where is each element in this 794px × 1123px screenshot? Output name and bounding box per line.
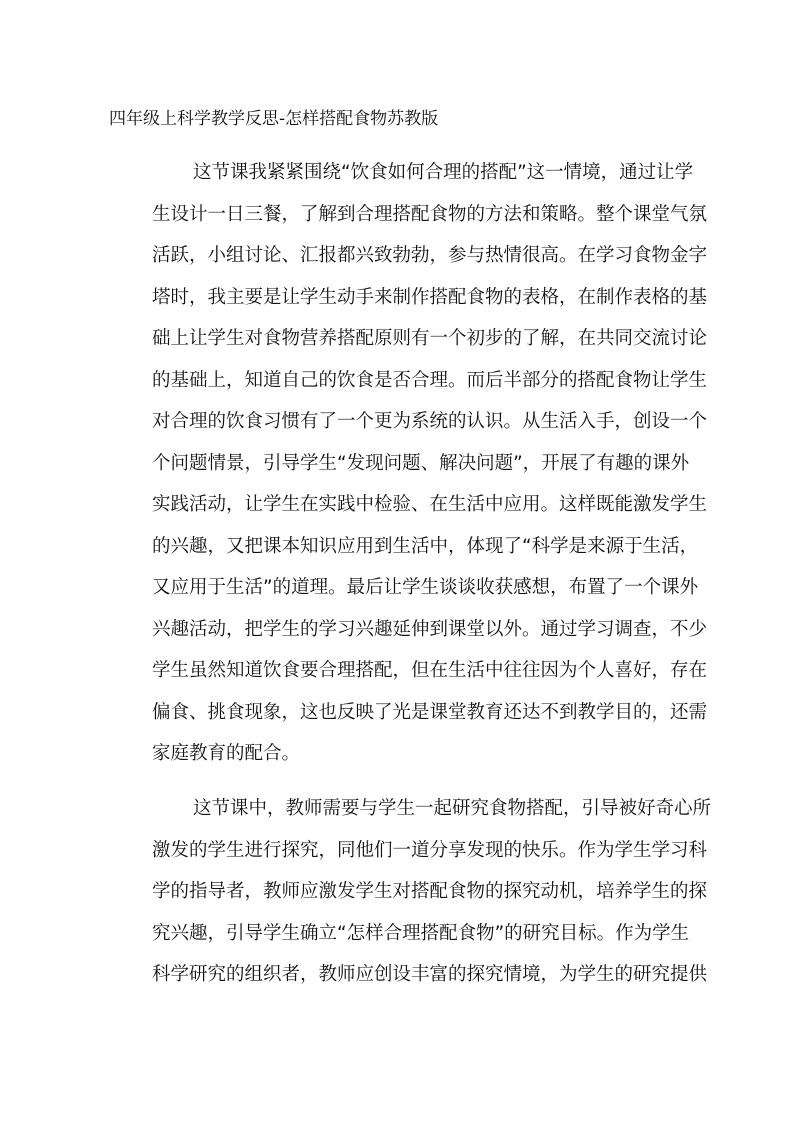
paragraph-line: 科学研究的组织者，教师应创设丰富的探究情境，为学生的研究提供 — [152, 964, 708, 985]
paragraph-line: 学生虽然知道饮食要合理搭配，但在生活中往往因为个人喜好，存在 — [152, 660, 708, 681]
paragraph-line: 又应用于生活”的道理。最后让学生谈谈收获感想，布置了一个课外 — [152, 577, 699, 598]
paragraph-line: 活跃，小组讨论、汇报都兴致勃勃，参与热情很高。在学习食物金字 — [152, 245, 708, 266]
paragraph-line: 的基础上，知道自己的饮食是否合理。而后半部分的搭配食物让学生 — [152, 370, 708, 391]
paragraph-line: 对合理的饮食习惯有了一个更为系统的认识。从生活入手，创设一个 — [152, 411, 708, 432]
paragraph-line: 兴趣活动，把学生的学习兴趣延伸到课堂以外。通过学习调查，不少 — [152, 619, 708, 640]
paragraph-line: 学的指导者，教师应激发学生对搭配食物的探究动机，培养学生的探 — [152, 881, 708, 902]
document-title: 四年级上科学教学反思-怎样搭配食物苏教版 — [109, 109, 439, 129]
paragraph-line: 实践活动，让学生在实践中检验、在生活中应用。这样既能激发学生 — [152, 494, 708, 515]
paragraph-line: 生设计一日三餐，了解到合理搭配食物的方法和策略。整个课堂气氛 — [152, 204, 708, 225]
paragraph-line: 塔时，我主要是让学生动手来制作搭配食物的表格，在制作表格的基 — [152, 287, 708, 308]
paragraph-line: 家庭教育的配合。 — [152, 743, 301, 764]
paragraph-line: 础上让学生对食物营养搭配原则有一个初步的了解，在共同交流讨论 — [152, 328, 708, 349]
paragraph-line: 个问题情景，引导学生“发现问题、解决问题”，开展了有趣的课外 — [152, 453, 690, 474]
paragraph-line: 究兴趣，引导学生确立“怎样合理搭配食物”的研究目标。作为学生 — [152, 923, 690, 944]
paragraph-line: 这节课中，教师需要与学生一起研究食物搭配，引导被好奇心所 — [193, 798, 712, 819]
paragraph-line: 偏食、挑食现象，这也反映了光是课堂教育还达不到教学目的，还需 — [152, 702, 708, 723]
paragraph-line: 的兴趣，又把课本知识应用到生活中，体现了“科学是来源于生活， — [152, 536, 699, 557]
paragraph-line: 这节课我紧紧围绕“饮食如何合理的搭配”这一情境，通过让学 — [193, 162, 694, 183]
paragraph-line: 激发的学生进行探究，同他们一道分享发现的快乐。作为学生学习科 — [152, 840, 708, 861]
